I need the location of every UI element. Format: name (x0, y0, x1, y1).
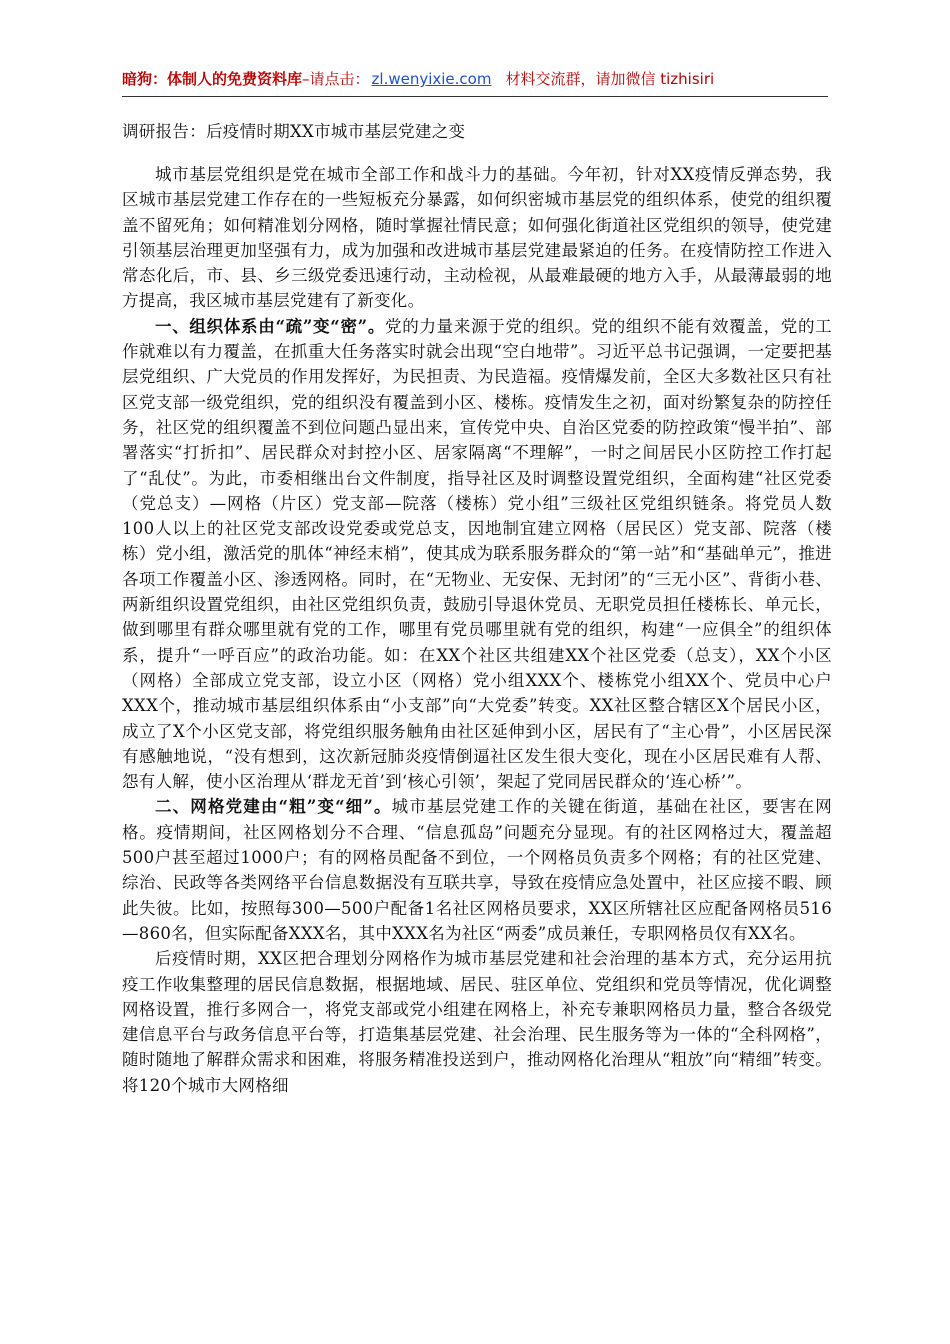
document-title: 调研报告：后疫情时期XX市城市基层党建之变 (122, 122, 466, 141)
header-prompt: –请点击： (302, 70, 370, 88)
paragraph-section-2 (122, 794, 832, 946)
paragraph-post-epidemic: 后疫情时期，XX区把合理划分网格作为城市基层党建和社会治理的基本方式，充分运用抗疫工作收集整理的居民信息数据，根据地域、居民、驻区单位、党组织和党员等情况，优化调整网格设置，推行多网合一，将党支部或党小组建在网格上，补充专兼职网格员力量，整合各级党建信息平台与政务信息平台等，打造集基层党建、社会治理、民生服务等为一体的“全科网格”，随时随地了解群众需求和困难，将服务精准投送到户，推动网格化治理从“粗放”向“精细”转变。将120个城市大网格细 (122, 949, 832, 1095)
header-brand: 暗狗：体制人的免费资料库 (122, 70, 303, 88)
watermark-header (122, 68, 828, 97)
section-2-text: 城市基层党建工作的关键在街道，基础在社区，要害在网格。疫情期间，社区网格划分不合理、“信息孤岛”问题充分显现。有的社区网格过大，覆盖超500户甚至超过1000户；有的网格员配备不到位，一个网格员负责多个网格；有的社区党建、综治、民政等各类网络平台信息数据没有互联共享，导致在疫情应急处置中，社区应接不暇、顾此失彼。比如，按照每300—500户配备1名社区网格员要求，XX区所辖社区应配备网格员516—860名，但实际配备XXX名，其中XXX名为社区“两委”成员兼任，专职网格员仅有XX名。 (122, 797, 832, 943)
document-body (122, 118, 832, 1098)
paragraph-intro: 城市基层党组织是党在城市全部工作和战斗力的基础。今年初，针对XX疫情反弹态势，我区城市基层党建工作存在的一些短板充分暴露，如何织密城市基层党的组织体系，使党的组织覆盖不留死角；如何精准划分网格，随时掌握社情民意；如何强化街道社区党组织的领导，使党建引领基层治理更加坚强有力，成为加强和改进城市基层党建最紧迫的任务。在疫情防控工作进入常态化后，市、县、乡三级党委迅速行动，主动检视，从最难最硬的地方入手，从最薄最弱的地方提高，我区城市基层党建有了新变化。 (122, 165, 832, 311)
section-2-heading: 二、网格党建由“粗”变“细”。 (155, 797, 392, 817)
section-1-text: 党的力量来源于党的组织。党的组织不能有效覆盖，党的工作就难以有力覆盖，在抓重大任务落实时就会出现“空白地带”。习近平总书记强调，一定要把基层党组织、广大党员的作用发挥好，为民担责、为民造福。疫情爆发前，全区大多数社区只有社区党支部一级党组织，党的组织没有覆盖到小区、楼栋。疫情发生之初，面对纷繁复杂的防控任务，社区党的组织覆盖不到位问题凸显出来，宣传党中央、自治区党委的防控政策“慢半拍”、部署落实“打折扣”、居民群众对封控小区、居家隔离“不理解”，一时之间居民小区防控工作打起了“乱仗”。为此，市委相继出台文件制度，指导社区及时调整设置党组织，全面构建“社区党委（党总支）—网格（片区）党支部—院落（楼栋）党小组”三级社区党组织链条。将党员人数100人以上的社区党支部改设党委或党总支，因地制宜建立网格（居民区）党支部、院落（楼栋）党小组，激活党的肌体“神经末梢”，使其成为联系服务群众的“第一站”和“基础单元”，推进各项工作覆盖小区、渗透网格。同时，在“无物业、无安保、无封闭”的“三无小区”、背街小巷、两新组织设置党组织，由社区党组织负责，鼓励引导退休党员、无职党员担任楼栋长、单元长，做到哪里有群众哪里就有党的工作，哪里有党员哪里就有党的组织，构建“一应俱全”的组织体系，提升“一呼百应”的政治功能。如：在XX个社区共组建XX个社区党委（总支），XX个小区（网格）全部成立党支部，设立小区（网格）党小组XXX个、楼栋党小组XX个、党员中心户XXX个，推动城市基层组织体系由“小支部”向“大党委”转变。XX社区整合辖区X个居民小区，成立了X个小区党支部，将党组织服务触角由社区延伸到小区，居民有了“主心骨”，小区居民深有感触地说，“没有想到，这次新冠肺炎疫情倒逼社区发生很大变化，现在小区居民难有人帮、怨有人解，使小区治理从‘群龙无首’到‘核心引领’，架起了党同居民群众的‘连心桥’”。 (122, 316, 832, 792)
paragraph-section-1 (122, 314, 832, 795)
header-link[interactable]: zl.wenyixie.com (371, 70, 492, 88)
header-note: 材料交流群，请加微信 tizhisiri (505, 70, 715, 88)
section-1-heading: 一、组织体系由“疏”变“密”。 (155, 316, 386, 336)
